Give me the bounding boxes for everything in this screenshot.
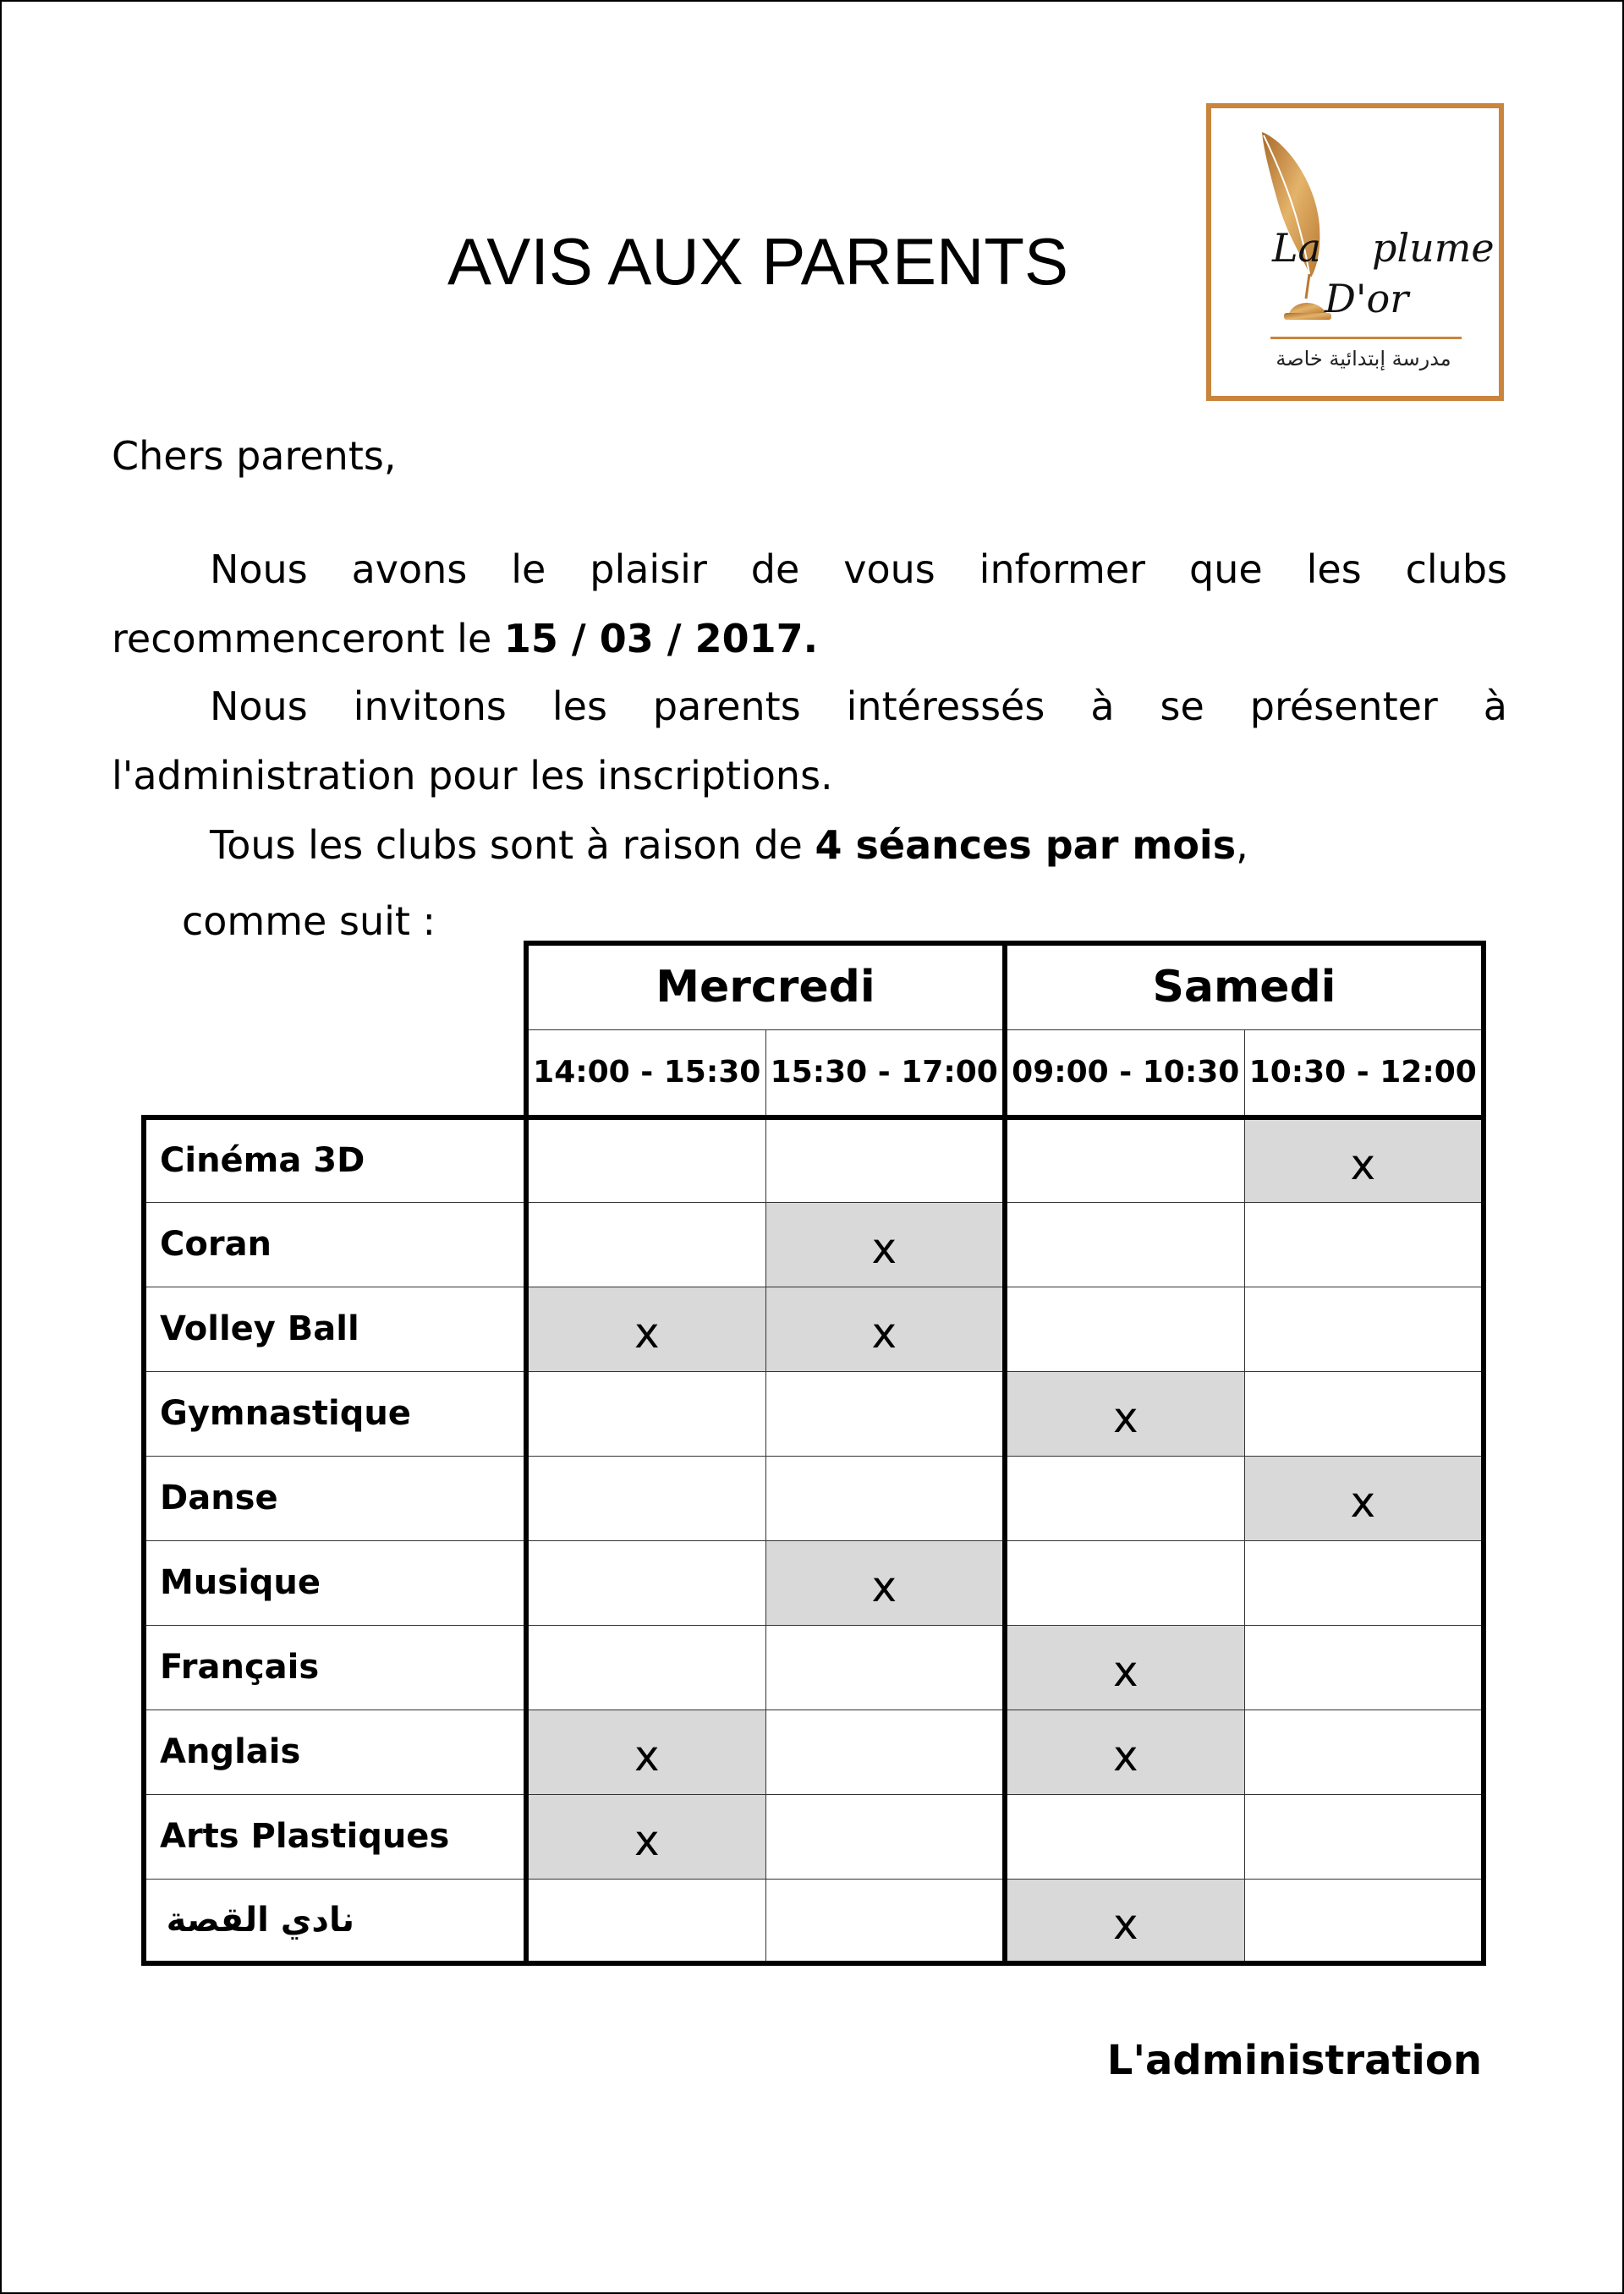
schedule-cell-empty — [765, 1117, 1005, 1202]
schedule-cell-empty — [526, 1371, 765, 1456]
paragraph-registration: Nous invitons les parents intéressés à se présenter à l'administration pour les inscriptions. — [112, 683, 1507, 799]
day-header-wednesday: Mercredi — [526, 943, 1005, 1029]
slot-header: 14:00 - 15:30 — [526, 1029, 765, 1117]
club-name: Musique — [144, 1540, 526, 1625]
schedule-cell-empty — [1005, 1287, 1244, 1371]
table-row — [144, 1540, 1484, 1625]
table-row — [144, 1117, 1484, 1202]
schedule-cell-selected — [1005, 1710, 1244, 1794]
session-mark: x — [1350, 1478, 1376, 1527]
paragraph-sessions — [112, 810, 1507, 880]
schedule-cell-selected — [1005, 1625, 1244, 1710]
club-name: نادي القصة — [144, 1879, 526, 1963]
slot-header-blank — [144, 1029, 526, 1117]
table-row — [144, 1287, 1484, 1371]
schedule-cell-selected — [1244, 1456, 1484, 1540]
schedule-cell-empty — [765, 1456, 1005, 1540]
table-row — [144, 1625, 1484, 1710]
club-name: Anglais — [144, 1710, 526, 1794]
schedule-cell-empty — [526, 1540, 765, 1625]
schedule-cell-empty — [1244, 1625, 1484, 1710]
session-mark: x — [634, 1309, 660, 1358]
schedule-cell-empty — [765, 1371, 1005, 1456]
slot-header-row — [144, 1029, 1484, 1117]
schedule-body — [144, 943, 1484, 1963]
schedule-cell-empty — [1244, 1202, 1484, 1287]
session-mark: x — [1112, 1393, 1138, 1442]
table-row — [144, 1710, 1484, 1794]
schedule-cell-selected — [526, 1710, 765, 1794]
session-mark: x — [1112, 1899, 1138, 1949]
schedule-cell-selected — [1005, 1371, 1244, 1456]
page-title: AVIS AUX PARENTS — [447, 224, 1068, 299]
schedule-cell-empty — [526, 1625, 765, 1710]
session-mark: x — [634, 1816, 660, 1865]
session-mark: x — [871, 1224, 897, 1273]
salutation: Chers parents, — [112, 433, 397, 479]
schedule-cell-empty — [765, 1710, 1005, 1794]
logo-text-la: La — [1272, 225, 1321, 271]
schedule-cell-empty — [765, 1625, 1005, 1710]
club-schedule-table — [141, 941, 1486, 1966]
sessions-count: 4 séances par mois — [815, 822, 1237, 868]
club-name: Gymnastique — [144, 1371, 526, 1456]
header-blank — [144, 943, 526, 1029]
schedule-cell-empty — [1005, 1202, 1244, 1287]
schedule-cell-empty — [526, 1117, 765, 1202]
schedule-cell-empty — [1005, 1794, 1244, 1879]
club-name: Danse — [144, 1456, 526, 1540]
logo-text-dor: D'or — [1325, 276, 1409, 321]
table-row — [144, 1794, 1484, 1879]
schedule-cell-empty — [765, 1794, 1005, 1879]
club-name: Français — [144, 1625, 526, 1710]
sessions-text: Tous les clubs sont à raison de — [210, 822, 815, 868]
table-row — [144, 1202, 1484, 1287]
session-mark: x — [634, 1731, 660, 1781]
paragraph-restart-date — [112, 535, 1507, 673]
slot-header: 15:30 - 17:00 — [765, 1029, 1005, 1117]
club-name: Arts Plastiques — [144, 1794, 526, 1879]
schedule-cell-empty — [1244, 1371, 1484, 1456]
session-mark: x — [1112, 1647, 1138, 1696]
schedule-cell-selected — [1244, 1117, 1484, 1202]
schedule-cell-empty — [526, 1879, 765, 1963]
schedule-cell-selected — [765, 1287, 1005, 1371]
session-mark: x — [1350, 1140, 1376, 1190]
day-header-saturday: Samedi — [1005, 943, 1484, 1029]
schedule-cell-empty — [526, 1456, 765, 1540]
schedule-cell-empty — [1244, 1540, 1484, 1625]
schedule-cell-empty — [1005, 1456, 1244, 1540]
schedule-cell-selected — [526, 1794, 765, 1879]
paragraph-restart-text: Nous avons le plaisir de vous informer que les clubs recommenceront le — [112, 546, 1507, 661]
schedule-cell-empty — [765, 1879, 1005, 1963]
sessions-end: , — [1236, 822, 1248, 868]
schedule-cell-selected — [526, 1287, 765, 1371]
slot-header: 09:00 - 10:30 — [1005, 1029, 1244, 1117]
table-row — [144, 1879, 1484, 1963]
session-mark: x — [871, 1562, 897, 1611]
table-row — [144, 1371, 1484, 1456]
slot-header: 10:30 - 12:00 — [1244, 1029, 1484, 1117]
school-logo — [1206, 103, 1504, 401]
signature: L'administration — [1106, 2037, 1482, 2084]
club-name: Cinéma 3D — [144, 1117, 526, 1202]
schedule-cell-selected — [1005, 1879, 1244, 1963]
schedule-cell-empty — [526, 1202, 765, 1287]
club-name: Coran — [144, 1202, 526, 1287]
schedule-cell-empty — [1005, 1540, 1244, 1625]
schedule-cell-empty — [1244, 1794, 1484, 1879]
schedule-cell-empty — [1244, 1287, 1484, 1371]
schedule-cell-empty — [1244, 1710, 1484, 1794]
table-row — [144, 1456, 1484, 1540]
schedule-cell-empty — [1244, 1879, 1484, 1963]
session-mark: x — [1112, 1731, 1138, 1781]
day-header-row — [144, 943, 1484, 1029]
schedule-cell-selected — [765, 1540, 1005, 1625]
logo-text-plume: plume — [1372, 225, 1495, 271]
restart-date: 15 / 03 / 2017. — [503, 616, 819, 661]
session-mark: x — [871, 1309, 897, 1358]
schedule-cell-empty — [1005, 1117, 1244, 1202]
paragraph-as-follows: comme suit : — [182, 898, 436, 944]
schedule-cell-selected — [765, 1202, 1005, 1287]
logo-divider — [1270, 337, 1462, 339]
logo-arabic-subtitle: مدرسة إبتدائية خاصة — [1276, 347, 1451, 370]
club-name: Volley Ball — [144, 1287, 526, 1371]
